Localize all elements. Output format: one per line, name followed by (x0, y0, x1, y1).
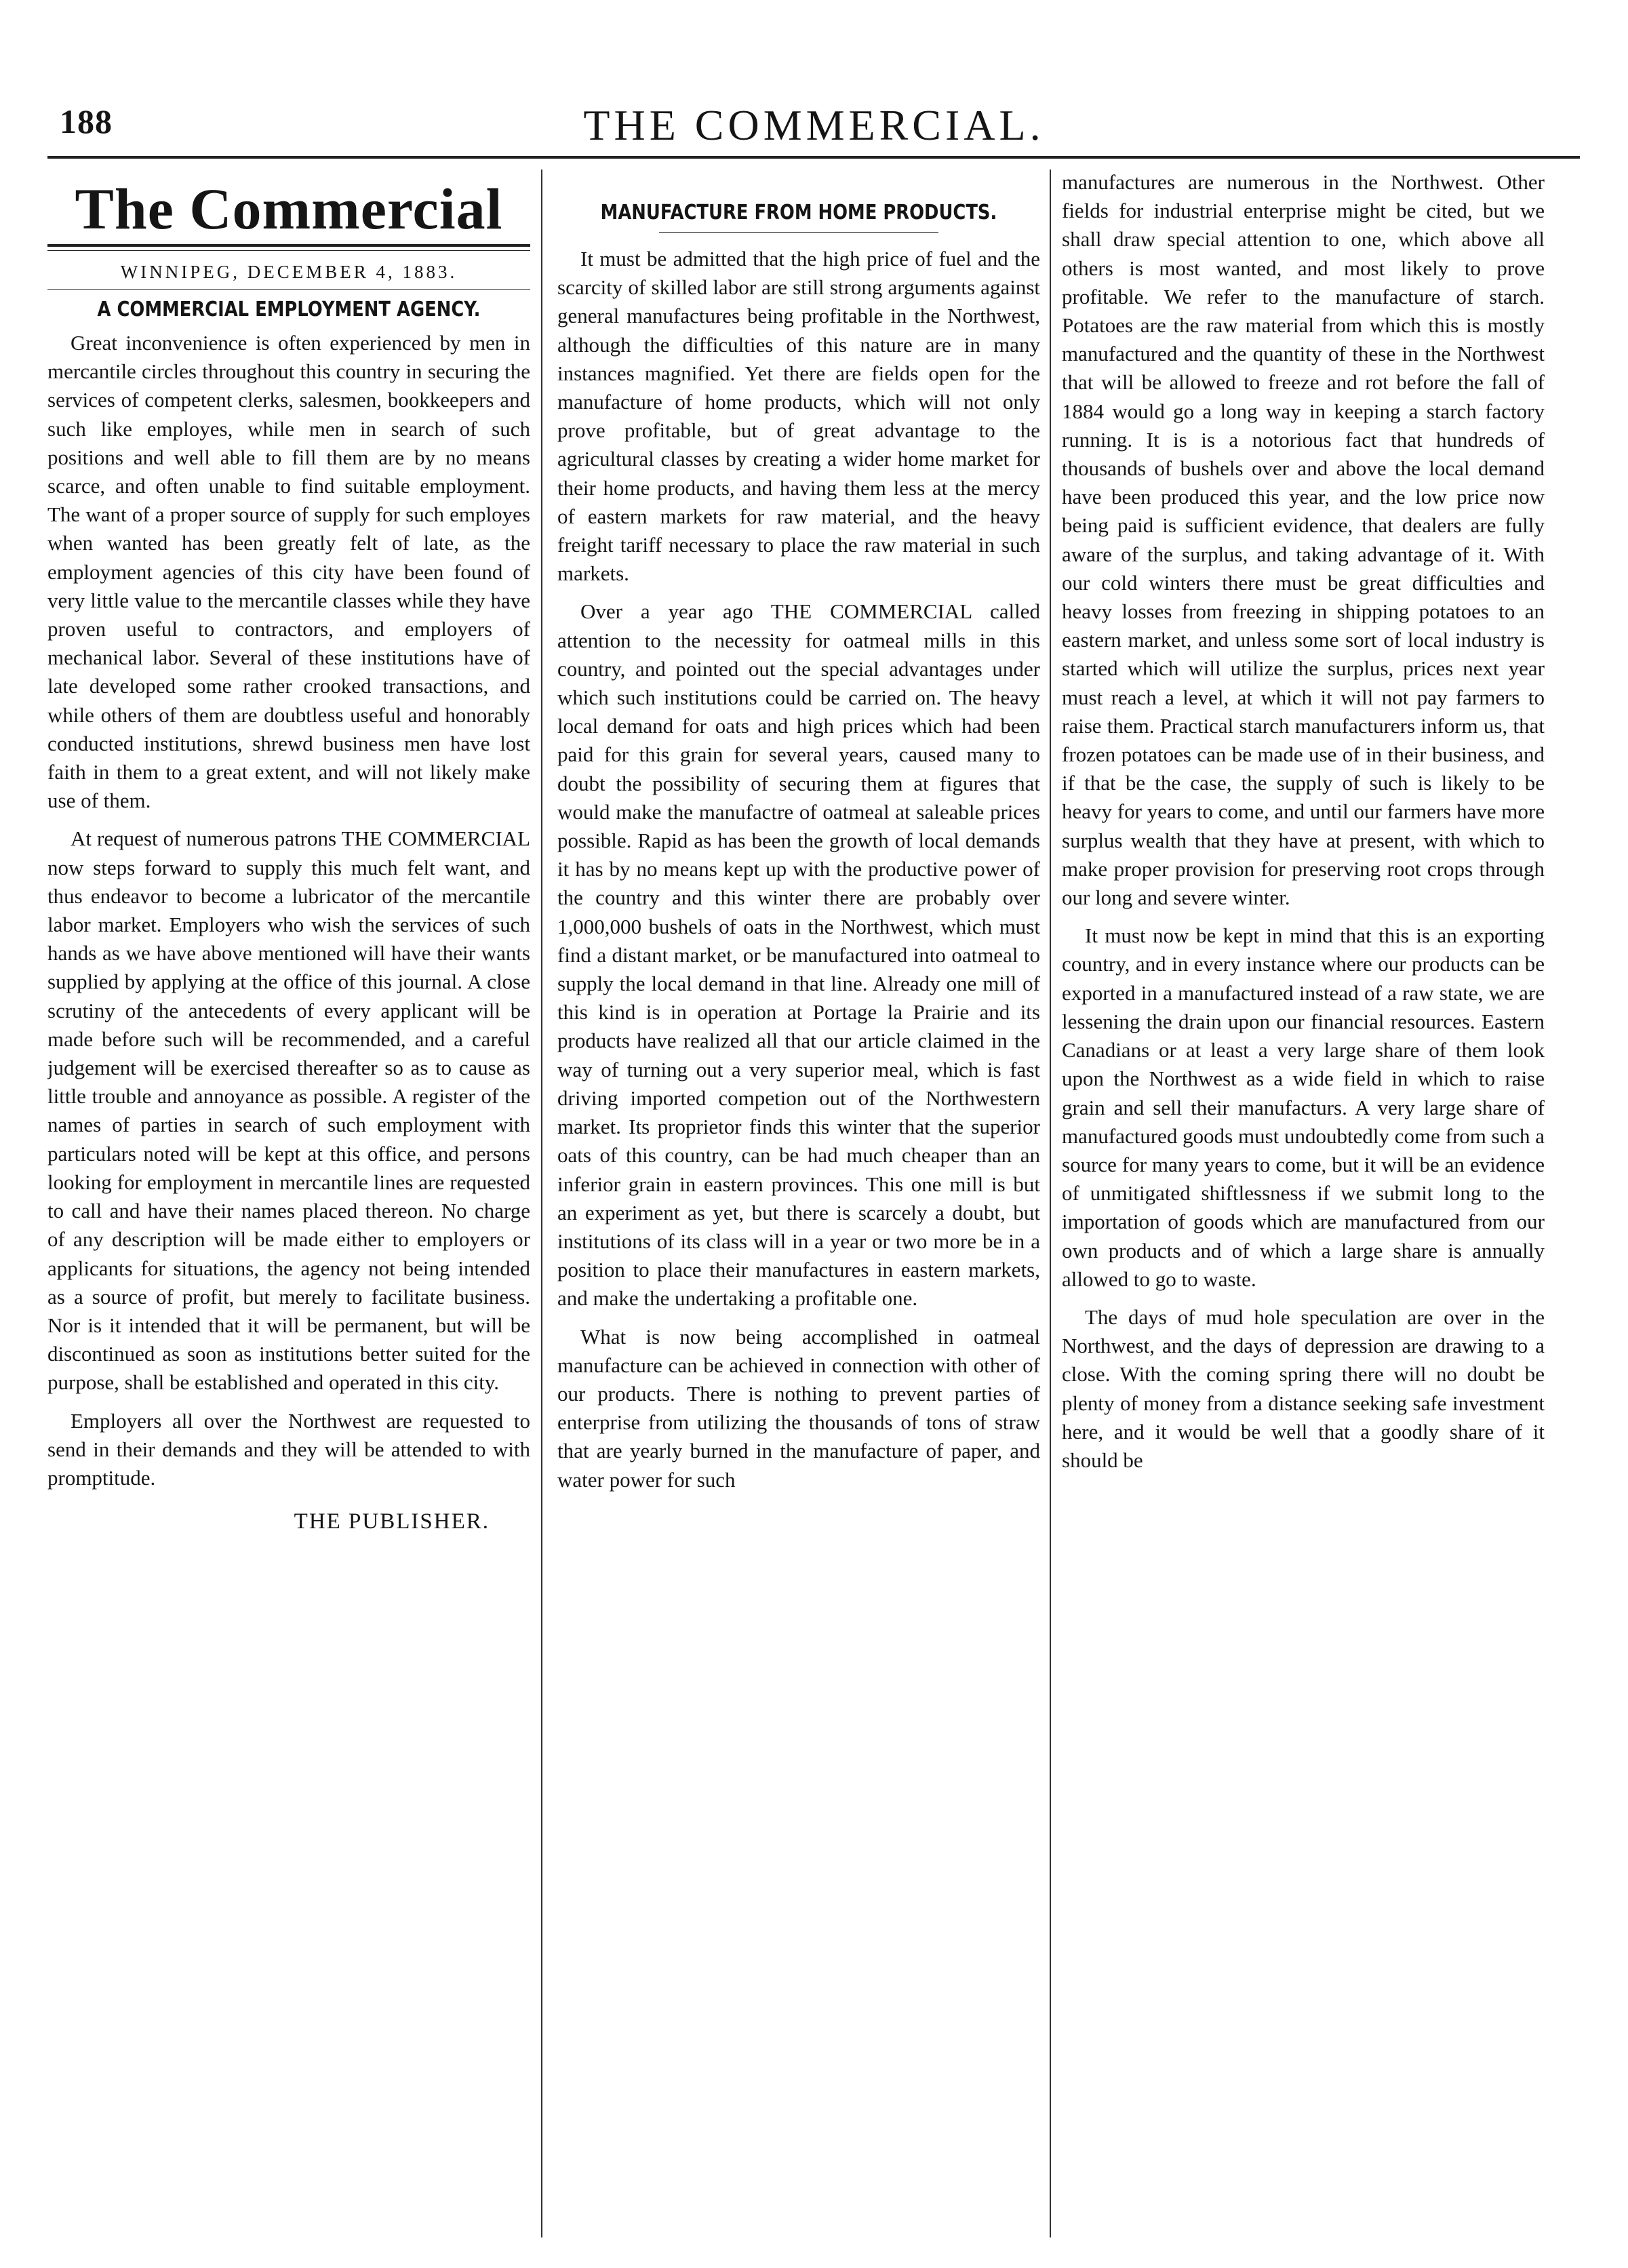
column-3 (1062, 167, 1545, 2242)
article-paragraph: It must be admitted that the high price of fuel and the scarcity of skilled labor are still strong arguments against general manufactures being profitable in the Northwest, although the difficulties of this nature are in many instances magnified. Yet there are fields open for the manufacture of home products, which will not only prove profitable, but of great advantage to the agricultural classes by creating a wider home market for their home products, and having them less at the mercy of eastern markets for raw material, and the heavy freight tariff necessary to place the raw material in such markets. (557, 247, 1040, 586)
article-signature: THE PUBLISHER. (294, 1509, 490, 1534)
article-paragraph: It must now be kept in mind that this is an exporting country, and in every instance where our products can be exported in a manufactured instead of a raw state, we are lessening the drain upon our financial resources. Eastern Canadians or at least a very large share of them look upon the Northwest as a wide field in which to raise grain and sell their manufacturs. A very large share of manufactured goods must undoubtedly come from such a source for many years to come, but it will be an evidence of unmitigated shiftlessness if we submit long to the importation of goods which are manufactured from our own products and of which a large share is annually allowed to go to waste. (1062, 923, 1545, 1291)
article-headline: MANUFACTURE FROM HOME PRODUCTS. (600, 201, 997, 224)
article-paragraph: manufactures are numerous in the Northwest. Other fields for industrial enterprise might be cited, but we shall draw special attention to one, which above all others is most wanted, and most likely to prove profitable. We refer to the manufacture of starch. Potatoes are the raw material from which this is mostly manufactured and the quantity of these in the Northwest that will be allowed to freeze and rot before the fall of 1884 would go a long way in keeping a starch factory running. It is is a notorious fact that hundreds of thousands of bushels over and above the local demand have been produced this year, and the low price now being paid is sufficient evidence, that dealers are fully aware of the surplus, and taking advantage of it. With our cold winters there must be great difficulties and heavy losses from freezing in shipping potatoes to an eastern market, and unless some sort of local industry is started which will utilize the surplus, prices next year must reach a level, at which it will not pay farmers to raise them. Practical starch manufacturers inform us, that frozen potatoes can be made use of in their business, and if that be the case, the supply of such is likely to be heavy for years to come, and until our farmers have more surplus wealth that they have at present, with which to make proper provision for preserving root crops through our long and severe winter. (1062, 170, 1545, 910)
dateline: WINNIPEG, DECEMBER 4, 1883. (120, 262, 458, 282)
article-paragraph: What is now being accomplished in oatmeal manufacture can be achieved in connection with other of our products. There is nothing to prevent parties of enterprise from utilizing the thousands of tons of straw that are yearly burned in the manufacture of paper, and water power for such (557, 1324, 1040, 1492)
page-number: 188 (60, 102, 113, 140)
running-title: THE COMMERCIAL. (583, 101, 1045, 149)
article-paragraph: At request of numerous patrons THE COMMERCIAL now steps forward to supply this much felt want, and thus endeavor to become a lubricator of the mercantile labor market. Employers who wish the services of such hands as we have above mentioned will have their wants supplied by applying at the office of this journal. A close scrutiny of the antecedents of every applicant will be made before such will be recommended, and a careful judgement will be exercised thereafter so as to cause as little trouble and annoyance as possible. A register of the names of parties in search of such employment with particulars noted will be kept at this office, and persons looking for employment in mercantile lines are requested to call and have their names placed thereon. No charge of any description will be made either to employers or applicants for situations, the agency not being intended as a source of profit, but merely to facilitate business. Nor is it intended that it will be permanent, but will be discontinued as soon as institutions better suited for the purpose, shall be established and operated in this city. (47, 827, 530, 1395)
column-1 (47, 167, 530, 2242)
masthead-rule (47, 250, 530, 251)
article-paragraph: Over a year ago THE COMMERCIAL called attention to the necessity for oatmeal mills in this country, and pointed out the special advantages under which such institutions could be carried on. The heavy local demand for oats and high prices which had been paid for this grain for several years, caused many to doubt the possibility of securing them at figures that would make the manufactre of oatmeal at saleable prices possible. Rapid as has been the growth of local demands it has by no means kept up with the productive power of the country and this winter there are probably over 1,000,000 bushels of oats in the Northwest, which must find a distant market, or be manufactured into oatmeal to supply the local demand in that line. Already one mill of this kind is in operation at Portage la Prairie and its products have realized all that our article claimed in the way of turning out a very superior meal, which is fast driving imported competion out of the Northwestern market. Its proprietor finds this winter that the superior oats of this country, can be had much cheaper than an inferior grain in eastern provinces. This one mill is but an experiment as yet, but there is scarcely a doubt, but institutions of its class will in a year or two more be in a position to place their manufactures in eastern markets, and make the undertaking a profitable one. (557, 599, 1040, 1311)
article-paragraph: Employers all over the Northwest are requested to send in their demands and they will be attended to with promptitude. (47, 1408, 530, 1490)
dateline-rule (47, 289, 530, 290)
masthead-rule (47, 244, 530, 247)
column-2 (557, 167, 1040, 2242)
header-rule (47, 156, 1580, 159)
headline-rule (659, 232, 938, 233)
article-paragraph: Great inconvenience is often experienced by men in mercantile circles throughout this country in securing the services of competent clerks, salesmen, bookkeepers and such like employes, while men in search of such positions and well able to fill them are by no means scarce, and often unable to find suitable employment. The want of a proper source of supply for such employes when wanted has been greatly felt of late, as the employment agencies of this city have been found of very little value to the mercantile classes while they have proven useful to contractors, and employers of mechanical labor. Several of these institutions have of late developed some rather crooked transactions, and while others of them are doubtless useful and honorably conducted institutions, shrewd business men have lost faith in them to a great extent, and will not likely make use of them. (47, 331, 530, 813)
article-headline: A COMMERCIAL EMPLOYMENT AGENCY. (97, 298, 481, 321)
column-divider (1050, 170, 1051, 2237)
masthead-title: The Commercial (75, 176, 503, 241)
article-paragraph: The days of mud hole speculation are over in the Northwest, and the days of depression are drawing to a close. With the coming spring there will no doubt be plenty of money from a distance seeking safe investment here, and it would be well that a goodly share of it should be (1062, 1305, 1545, 1472)
column-divider (541, 170, 542, 2237)
